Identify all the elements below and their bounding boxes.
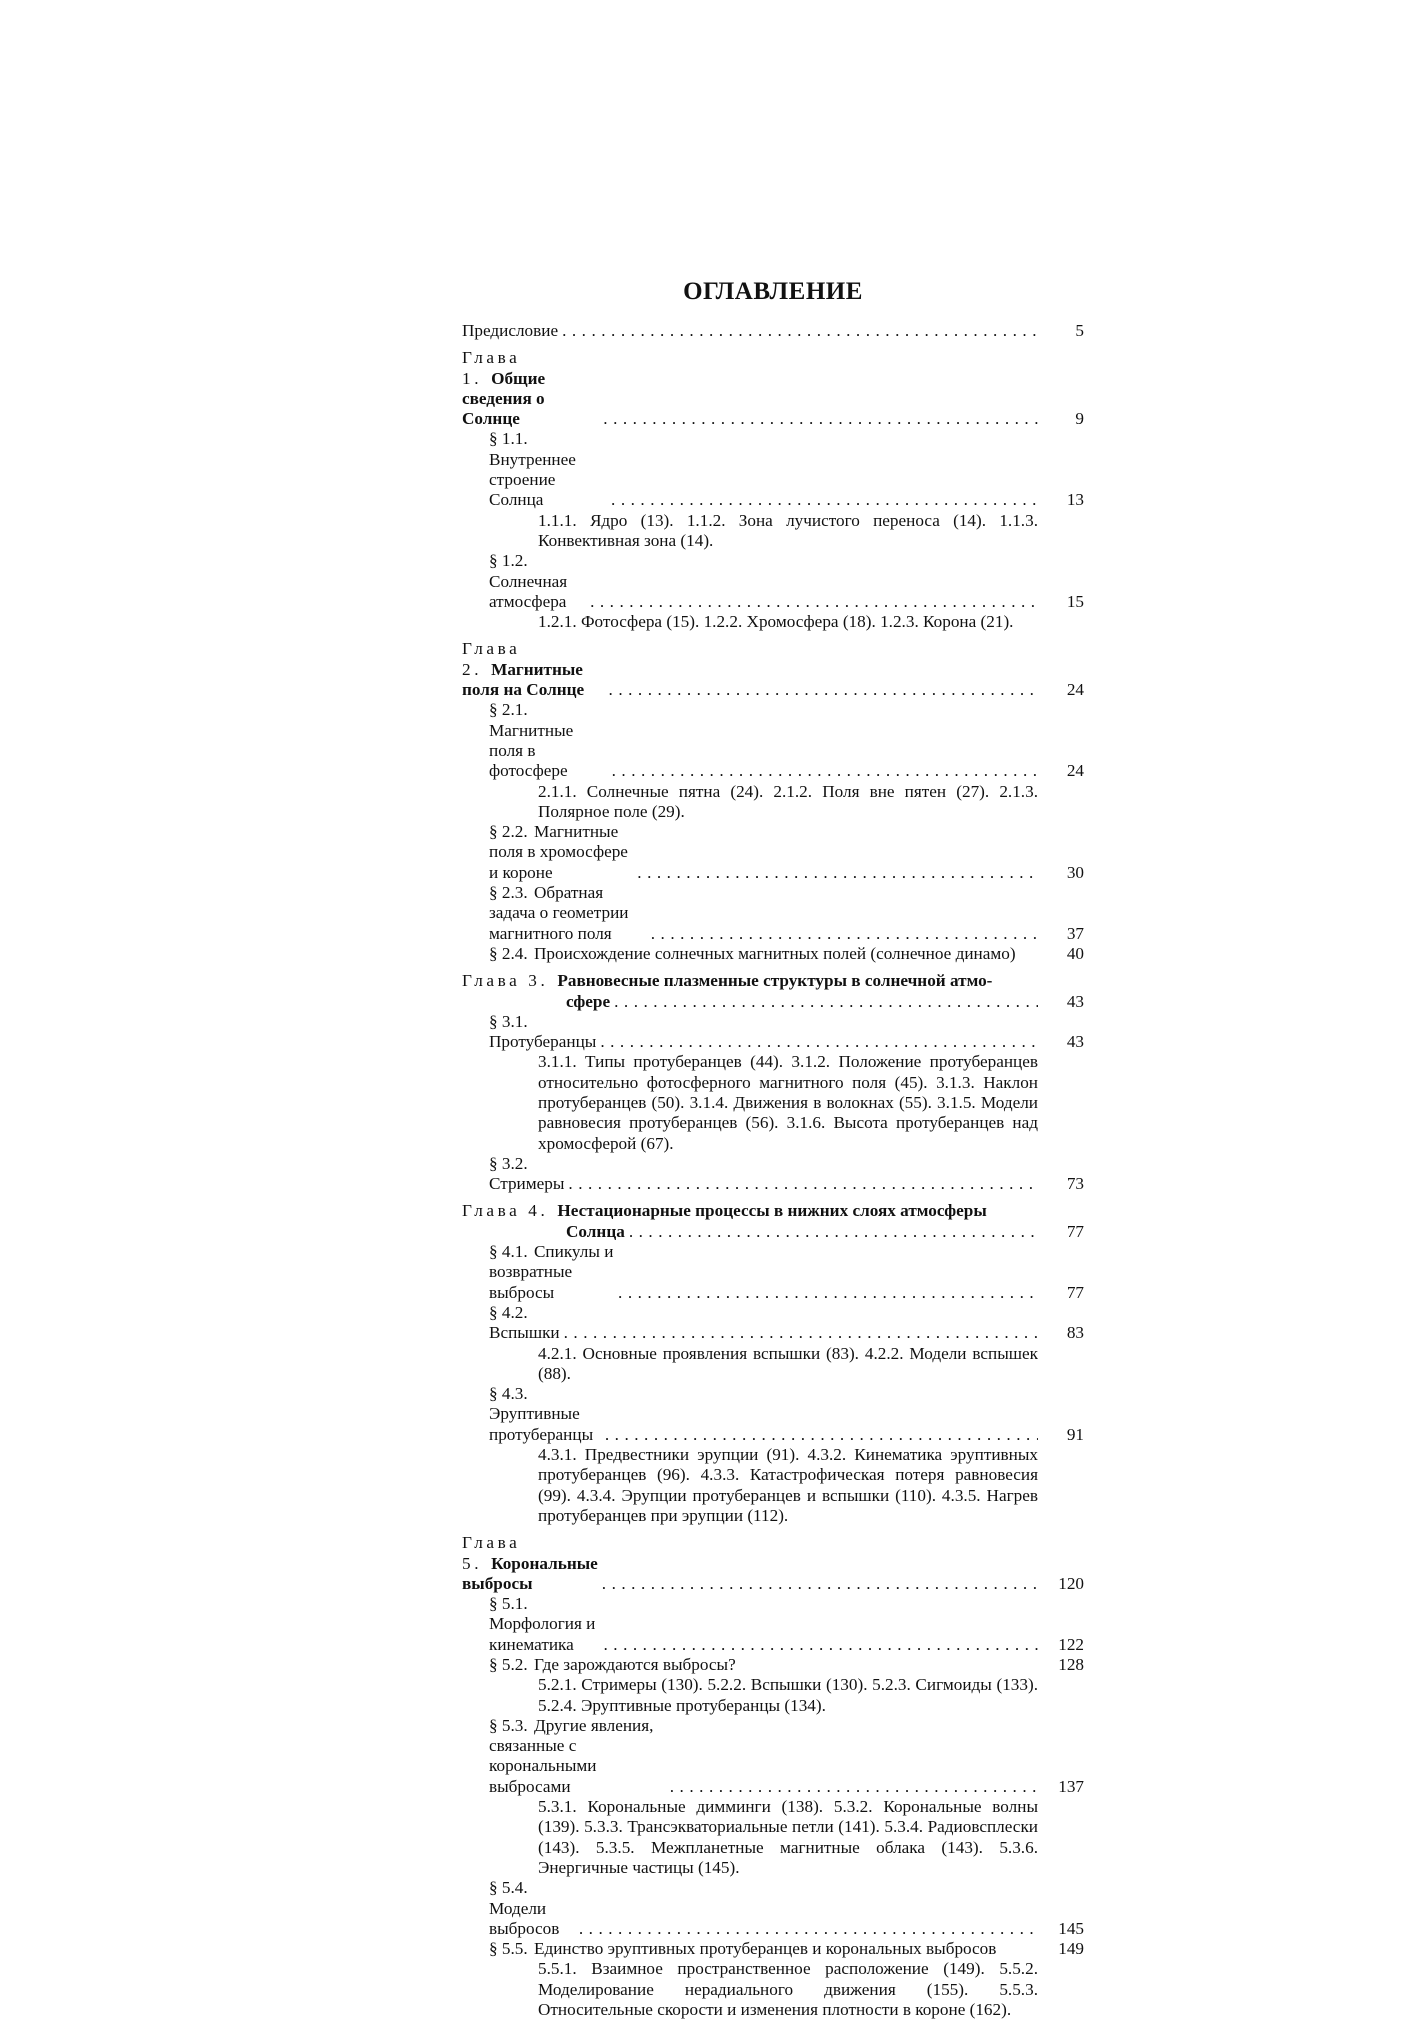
section-title: Солнечная атмосфера — [489, 571, 568, 611]
page-number: 40 — [1066, 943, 1084, 963]
page-number: 13 — [1066, 490, 1084, 510]
toc-chapter-4[interactable] — [462, 1201, 1084, 1242]
section-title: Вспышки — [489, 1323, 560, 1343]
toc-subsections: 4.2.1. Основные проявления вспышки (83). 4.2.2. Модели вспышек (88). — [538, 1343, 1038, 1383]
chapter-title-cont: Солнца — [566, 1221, 625, 1241]
page-number: 91 — [1066, 1424, 1084, 1444]
toc-subsections: 4.3.1. Предвестники эрупции (91). 4.3.2. Кинематика эруптивных протуберанцев (96). 4.3.3. Катастрофическая потеря равновесия (99). 4.3.4. Эрупции протуберанцев и вспышки (110). 4.3.5. Нагрев протуберанцев при эрупции (112). — [538, 1445, 1038, 1525]
page-number: 122 — [1058, 1634, 1084, 1654]
toc-chapter-3[interactable] — [462, 971, 1084, 1012]
chapter-title: Нестационарные процессы в нижних слоях атмосферы — [557, 1201, 987, 1221]
toc-chapter-1[interactable] — [462, 348, 1084, 429]
toc-subsections: 1.1.1. Ядро (13). 1.1.2. Зона лучистого переноса (14). 1.1.3. Конвективная зона (14). — [538, 510, 1038, 550]
chapter-label: Глава 4. — [462, 1201, 549, 1221]
section-number: § 4.2. — [489, 1302, 528, 1322]
entry-title: Предисловие — [462, 321, 559, 340]
chapter-title: Корональные выбросы — [462, 1553, 598, 1593]
chapter-title: Общие сведения о Солнце — [462, 368, 546, 429]
chapter-label: Глава 2. — [462, 639, 521, 679]
toc-section-5-2[interactable] — [489, 1655, 1084, 1675]
section-number: § 3.1. — [489, 1011, 528, 1031]
page-number: 5 — [1075, 321, 1084, 340]
toc-chapter-2[interactable] — [462, 639, 1084, 700]
toc-chapter-5[interactable] — [462, 1533, 1084, 1594]
section-title: Обратная задача о геометрии магнитного поля — [489, 883, 629, 943]
toc-section-2-2[interactable] — [489, 822, 1084, 883]
section-title: Спикулы и возвратные выбросы — [489, 1242, 614, 1302]
toc-section-4-2[interactable] — [489, 1303, 1084, 1344]
toc-subsections: 5.5.1. Взаимное пространственное расположение (149). 5.5.2. Моделирование нерадиального движения (155). 5.5.3. Относительные скорости и изменения плотности в короне (162). — [538, 1959, 1038, 2020]
section-number: § 2.3. — [489, 883, 528, 903]
page-number: 9 — [1075, 409, 1084, 429]
toc-subsections: 3.1.1. Типы протуберанцев (44). 3.1.2. Положение протуберанцев относительно фотосферного магнитного поля (45). 3.1.3. Наклон протуберанцев (50). 3.1.4. Движения в волокнах (55). 3.1.5. Модели равновесия протуберанцев (56). 3.1.6. Высота протуберанцев над хромосферой (67). — [538, 1052, 1038, 1153]
toc-section-5-1[interactable] — [489, 1594, 1084, 1655]
table-of-contents — [462, 278, 1084, 2020]
page-number: 128 — [1058, 1655, 1084, 1674]
section-number: § 1.1. — [489, 429, 528, 449]
page-number: 73 — [1066, 1174, 1084, 1194]
page-number: 145 — [1058, 1918, 1084, 1938]
page-number: 120 — [1058, 1573, 1084, 1593]
page-number: 83 — [1066, 1323, 1084, 1343]
section-number: § 5.4. — [489, 1878, 528, 1898]
section-number: § 5.5. — [489, 1939, 528, 1959]
toc-section-3-2[interactable] — [489, 1154, 1084, 1195]
toc-subsections: 5.3.1. Корональные димминги (138). 5.3.2. Корональные волны (139). 5.3.3. Трансэкваториальные петли (141). 5.3.4. Радиовсплески (143). 5.3.5. Межпланетные магнитные облака (143). 5.3.6. Энергичные частицы (145). — [538, 1797, 1038, 1877]
page-number: 24 — [1066, 761, 1084, 781]
chapter-title: Равновесные плазменные структуры в солнечной атмо- — [557, 971, 993, 991]
toc-subsections: 5.2.1. Стримеры (130). 5.2.2. Вспышки (130). 5.2.3. Сигмоиды (133). 5.2.4. Эруптивные протуберанцы (134). — [538, 1675, 1038, 1715]
toc-section-2-1[interactable] — [489, 700, 1084, 781]
section-number: § 4.1. — [489, 1242, 528, 1262]
page-number: 77 — [1066, 1282, 1084, 1302]
section-title: Магнитные поля в хромосфере и короне — [489, 822, 628, 882]
section-number: § 5.1. — [489, 1594, 528, 1614]
toc-entry-preface[interactable] — [462, 321, 1084, 341]
section-title: Внутреннее строение Солнца — [489, 449, 576, 510]
section-title: Эруптивные протуберанцы — [489, 1404, 594, 1444]
section-title: Единство эруптивных протуберанцев и корональных выбросов — [533, 1939, 997, 1959]
chapter-title: Магнитные поля на Солнце — [462, 659, 585, 700]
chapter-title-cont: сфере — [566, 991, 611, 1011]
toc-subsections: 1.2.1. Фотосфера (15). 1.2.2. Хромосфера (18). 1.2.3. Корона (21). — [538, 612, 1014, 632]
page-number: 43 — [1066, 1032, 1084, 1052]
page-number: 37 — [1066, 923, 1084, 943]
page-number: 43 — [1066, 991, 1084, 1011]
toc-section-2-4[interactable] — [489, 944, 1084, 964]
page-title: ОГЛАВЛЕНИЕ — [683, 278, 863, 305]
page-number: 137 — [1058, 1776, 1084, 1796]
section-number: § 2.1. — [489, 700, 528, 720]
page-number: 77 — [1066, 1221, 1084, 1241]
page-number: 30 — [1066, 862, 1084, 882]
toc-section-2-3[interactable] — [489, 883, 1084, 944]
section-title: Стримеры — [489, 1174, 565, 1194]
page-number: 149 — [1058, 1939, 1084, 1959]
section-title: Протуберанцы — [489, 1032, 597, 1052]
page-number: 15 — [1066, 591, 1084, 611]
page-number: 24 — [1066, 680, 1084, 700]
toc-section-4-1[interactable] — [489, 1242, 1084, 1303]
toc-section-5-4[interactable] — [489, 1878, 1084, 1939]
section-number: § 4.3. — [489, 1384, 528, 1404]
toc-section-4-3[interactable] — [489, 1384, 1084, 1445]
toc-section-1-1[interactable] — [489, 429, 1084, 510]
section-title: Морфология и кинематика — [489, 1614, 596, 1654]
section-title: Магнитные поля в фотосфере — [489, 720, 574, 781]
section-number: § 2.4. — [489, 943, 528, 963]
toc-section-3-1[interactable] — [489, 1012, 1084, 1053]
toc-section-1-2[interactable] — [489, 551, 1084, 612]
chapter-label: Глава 1. — [462, 348, 521, 388]
chapter-label: Глава 3. — [462, 971, 549, 991]
section-number: § 2.2. — [489, 822, 528, 842]
chapter-label: Глава 5. — [462, 1533, 521, 1573]
toc-section-5-5[interactable] — [489, 1939, 1084, 1959]
section-title: Где зарождаются выбросы? — [533, 1655, 736, 1674]
section-number: § 5.2. — [489, 1655, 528, 1674]
section-number: § 1.2. — [489, 551, 528, 571]
section-number: § 5.3. — [489, 1715, 528, 1735]
section-title: Модели выбросов — [489, 1898, 560, 1938]
section-number: § 3.2. — [489, 1153, 528, 1173]
toc-section-5-3[interactable] — [489, 1716, 1084, 1797]
section-title: Другие явления, связанные с корональными выбросами — [489, 1715, 654, 1796]
section-title: Происхождение солнечных магнитных полей (солнечное динамо) — [533, 943, 1016, 963]
toc-subsections: 2.1.1. Солнечные пятна (24). 2.1.2. Поля вне пятен (27). 2.1.3. Полярное поле (29). — [538, 781, 1038, 821]
